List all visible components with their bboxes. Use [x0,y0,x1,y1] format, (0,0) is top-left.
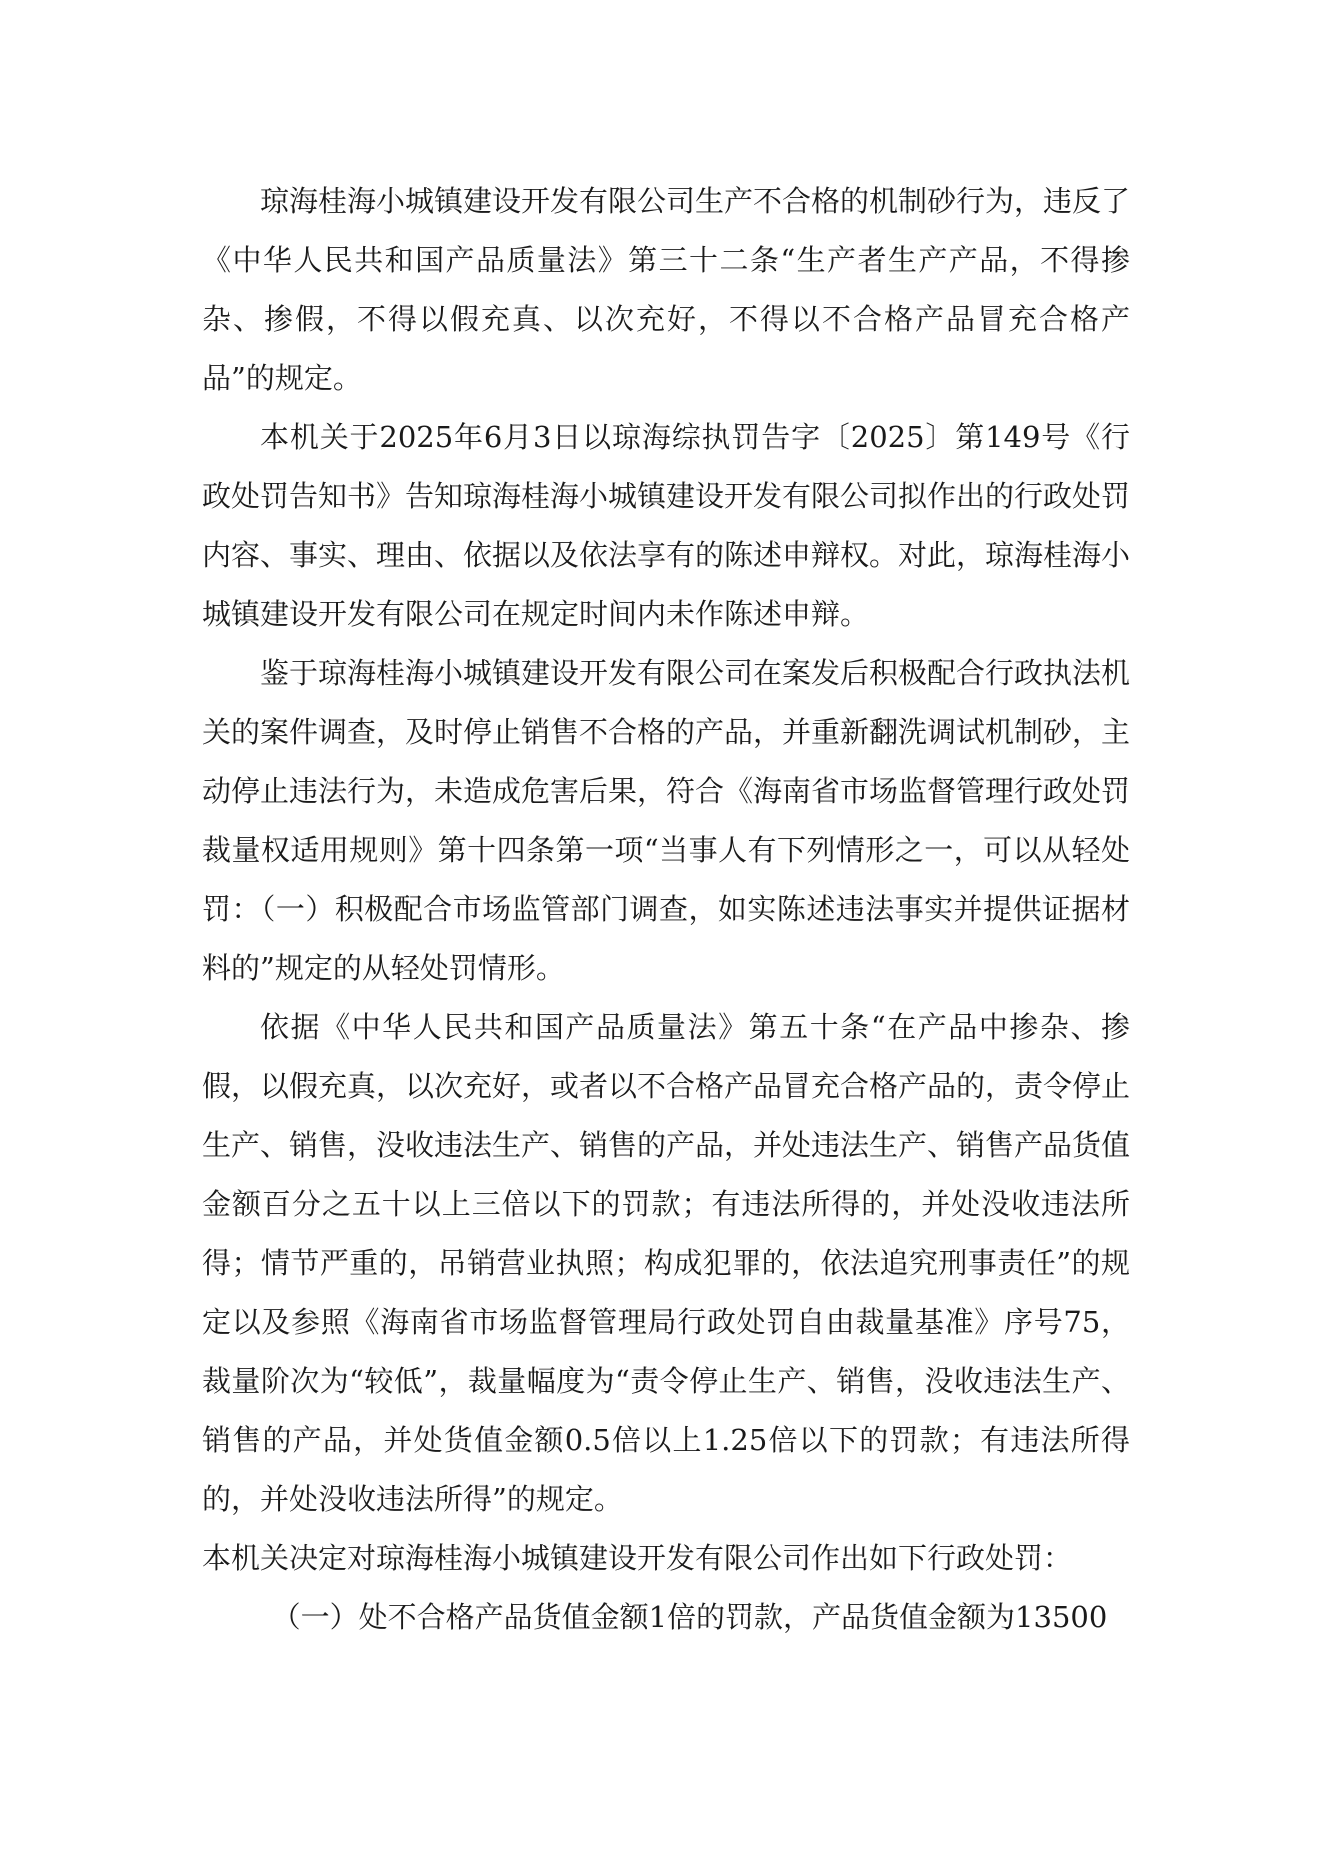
paragraph-penalty-item-1: （一）处不合格产品货值金额1倍的罚款，产品货值金额为13500 [271,1600,1108,1634]
document-body [202,172,1130,1647]
paragraph-violation: 琼海桂海小城镇建设开发有限公司生产不合格的机制砂行为，违反了《中华人民共和国产品质量法》第三十二条“生产者生产产品，不得掺杂、掺假，不得以假充真、以次充好，不得以不合格产品冒充合格产品”的规定。 [202,184,1131,395]
paragraph-mitigation: 鉴于琼海桂海小城镇建设开发有限公司在案发后积极配合行政执法机关的案件调查，及时停止销售不合格的产品，并重新翻洗调试机制砂，主动停止违法行为，未造成危害后果，符合《海南省市场监督管理行政处罚裁量权适用规则》第十四条第一项“当事人有下列情形之一，可以从轻处罚：（一）积极配合市场监管部门调查，如实陈述违法事实并提供证据材料的”规定的从轻处罚情形。 [202,656,1131,985]
paragraph-decision: 本机关决定对琼海桂海小城镇建设开发有限公司作出如下行政处罚： [202,1541,1073,1575]
paragraph-notice: 本机关于2025年6月3日以琼海综执罚告字〔2025〕第149号《行政处罚告知书》告知琼海桂海小城镇建设开发有限公司拟作出的行政处罚内容、事实、理由、依据以及依法享有的陈述申辩权。对此，琼海桂海小城镇建设开发有限公司在规定时间内未作陈述申辩。 [202,420,1131,631]
paragraph-legal-basis: 依据《中华人民共和国产品质量法》第五十条“在产品中掺杂、掺假，以假充真，以次充好，或者以不合格产品冒充合格产品的，责令停止生产、销售，没收违法生产、销售的产品，并处违法生产、销售产品货值金额百分之五十以上三倍以下的罚款；有违法所得的，并处没收违法所得；情节严重的，吊销营业执照；构成犯罪的，依法追究刑事责任”的规定以及参照《海南省市场监督管理局行政处罚自由裁量基准》序号75，裁量阶次为“较低”，裁量幅度为“责令停止生产、销售，没收违法生产、销售的产品，并处货值金额0.5倍以上1.25倍以下的罚款；有违法所得的，并处没收违法所得”的规定。 [202,1010,1131,1516]
